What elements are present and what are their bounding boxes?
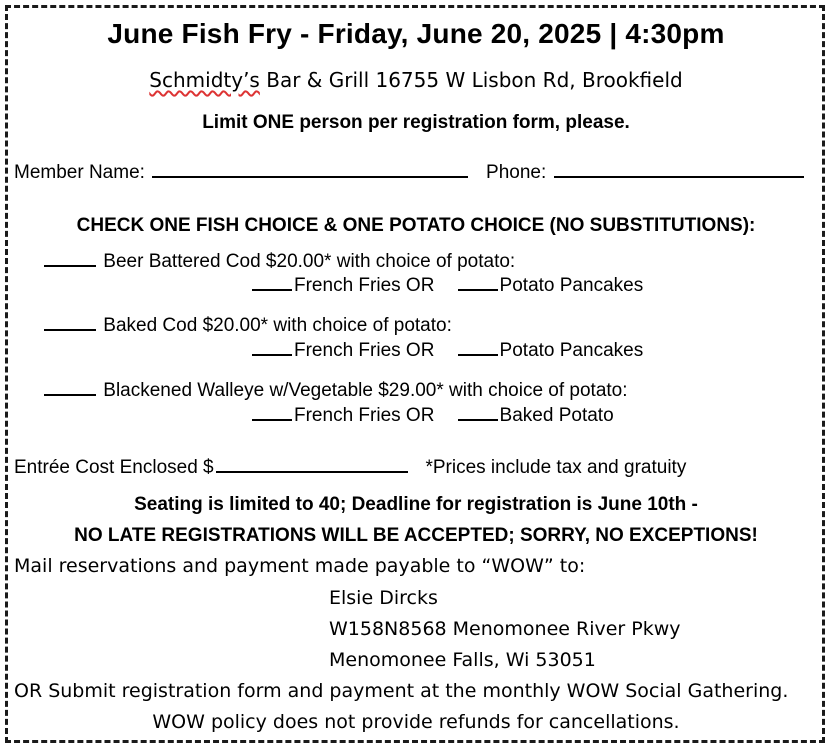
cost-label: Entrée Cost Enclosed $ [14,457,214,478]
member-info-row [14,163,806,182]
submit-alternative: OR Submit registration form and payment at the monthly WOW Social Gathering. [14,680,789,702]
event-title: June Fish Fry - Friday, June 20, 2025 | 4:30pm [107,18,725,49]
potato-checkbox-blank[interactable] [458,353,498,356]
item-label: Baked Cod $20.00* with choice of potato: [103,315,452,336]
member-name-field[interactable] [152,175,468,178]
cost-row [14,458,686,477]
venue-address: Bar & Grill 16755 W Lisbon Rd, Brookfield [266,68,683,92]
potato-checkbox-blank[interactable] [252,288,292,291]
refund-policy: WOW policy does not provide refunds for cancellations. [152,711,680,733]
potato-checkbox-blank[interactable] [458,288,498,291]
cost-field[interactable] [216,470,408,473]
menu-item [42,316,452,335]
phone-field[interactable] [554,175,804,178]
potato-checkbox-blank[interactable] [252,353,292,356]
potato-option-label: French Fries OR [294,275,435,296]
member-name-label: Member Name: [14,162,145,183]
mailing-name: Elsie Dircks [329,587,438,609]
venue-line [0,70,832,90]
potato-checkbox-blank[interactable] [458,418,498,421]
potato-options [250,341,643,360]
potato-option-label: French Fries OR [294,340,435,361]
item-checkbox-blank[interactable] [44,393,96,396]
potato-option-label: French Fries OR [294,405,435,426]
mailing-street: W158N8568 Menomonee River Pkwy [329,618,681,640]
menu-item [42,252,515,271]
seating-notice: Seating is limited to 40; Deadline for registration is June 10th - [134,494,698,515]
mail-instructions: Mail reservations and payment made payable to “WOW” to: [14,555,586,577]
item-checkbox-blank[interactable] [44,264,96,267]
limit-notice: Limit ONE person per registration form, please. [202,112,630,133]
late-registration-notice: NO LATE REGISTRATIONS WILL BE ACCEPTED; SORRY, NO EXCEPTIONS! [74,525,758,546]
mailing-city: Menomonee Falls, Wi 53051 [329,649,596,671]
item-checkbox-blank[interactable] [44,328,96,331]
phone-label: Phone: [486,162,547,183]
choice-instructions: CHECK ONE FISH CHOICE & ONE POTATO CHOICE (NO SUBSTITUTIONS): [76,215,756,236]
potato-option-label: Baked Potato [499,405,614,426]
potato-options [250,276,643,295]
potato-option-label: Potato Pancakes [499,340,644,361]
venue-name: Schmidty’s [149,68,260,92]
menu-item [42,381,628,400]
potato-checkbox-blank[interactable] [252,418,292,421]
potato-options [250,406,614,425]
item-label: Blackened Walleye w/Vegetable $29.00* with choice of potato: [103,380,628,401]
price-note: *Prices include tax and gratuity [425,457,687,478]
item-label: Beer Battered Cod $20.00* with choice of potato: [103,251,516,272]
potato-option-label: Potato Pancakes [499,275,644,296]
